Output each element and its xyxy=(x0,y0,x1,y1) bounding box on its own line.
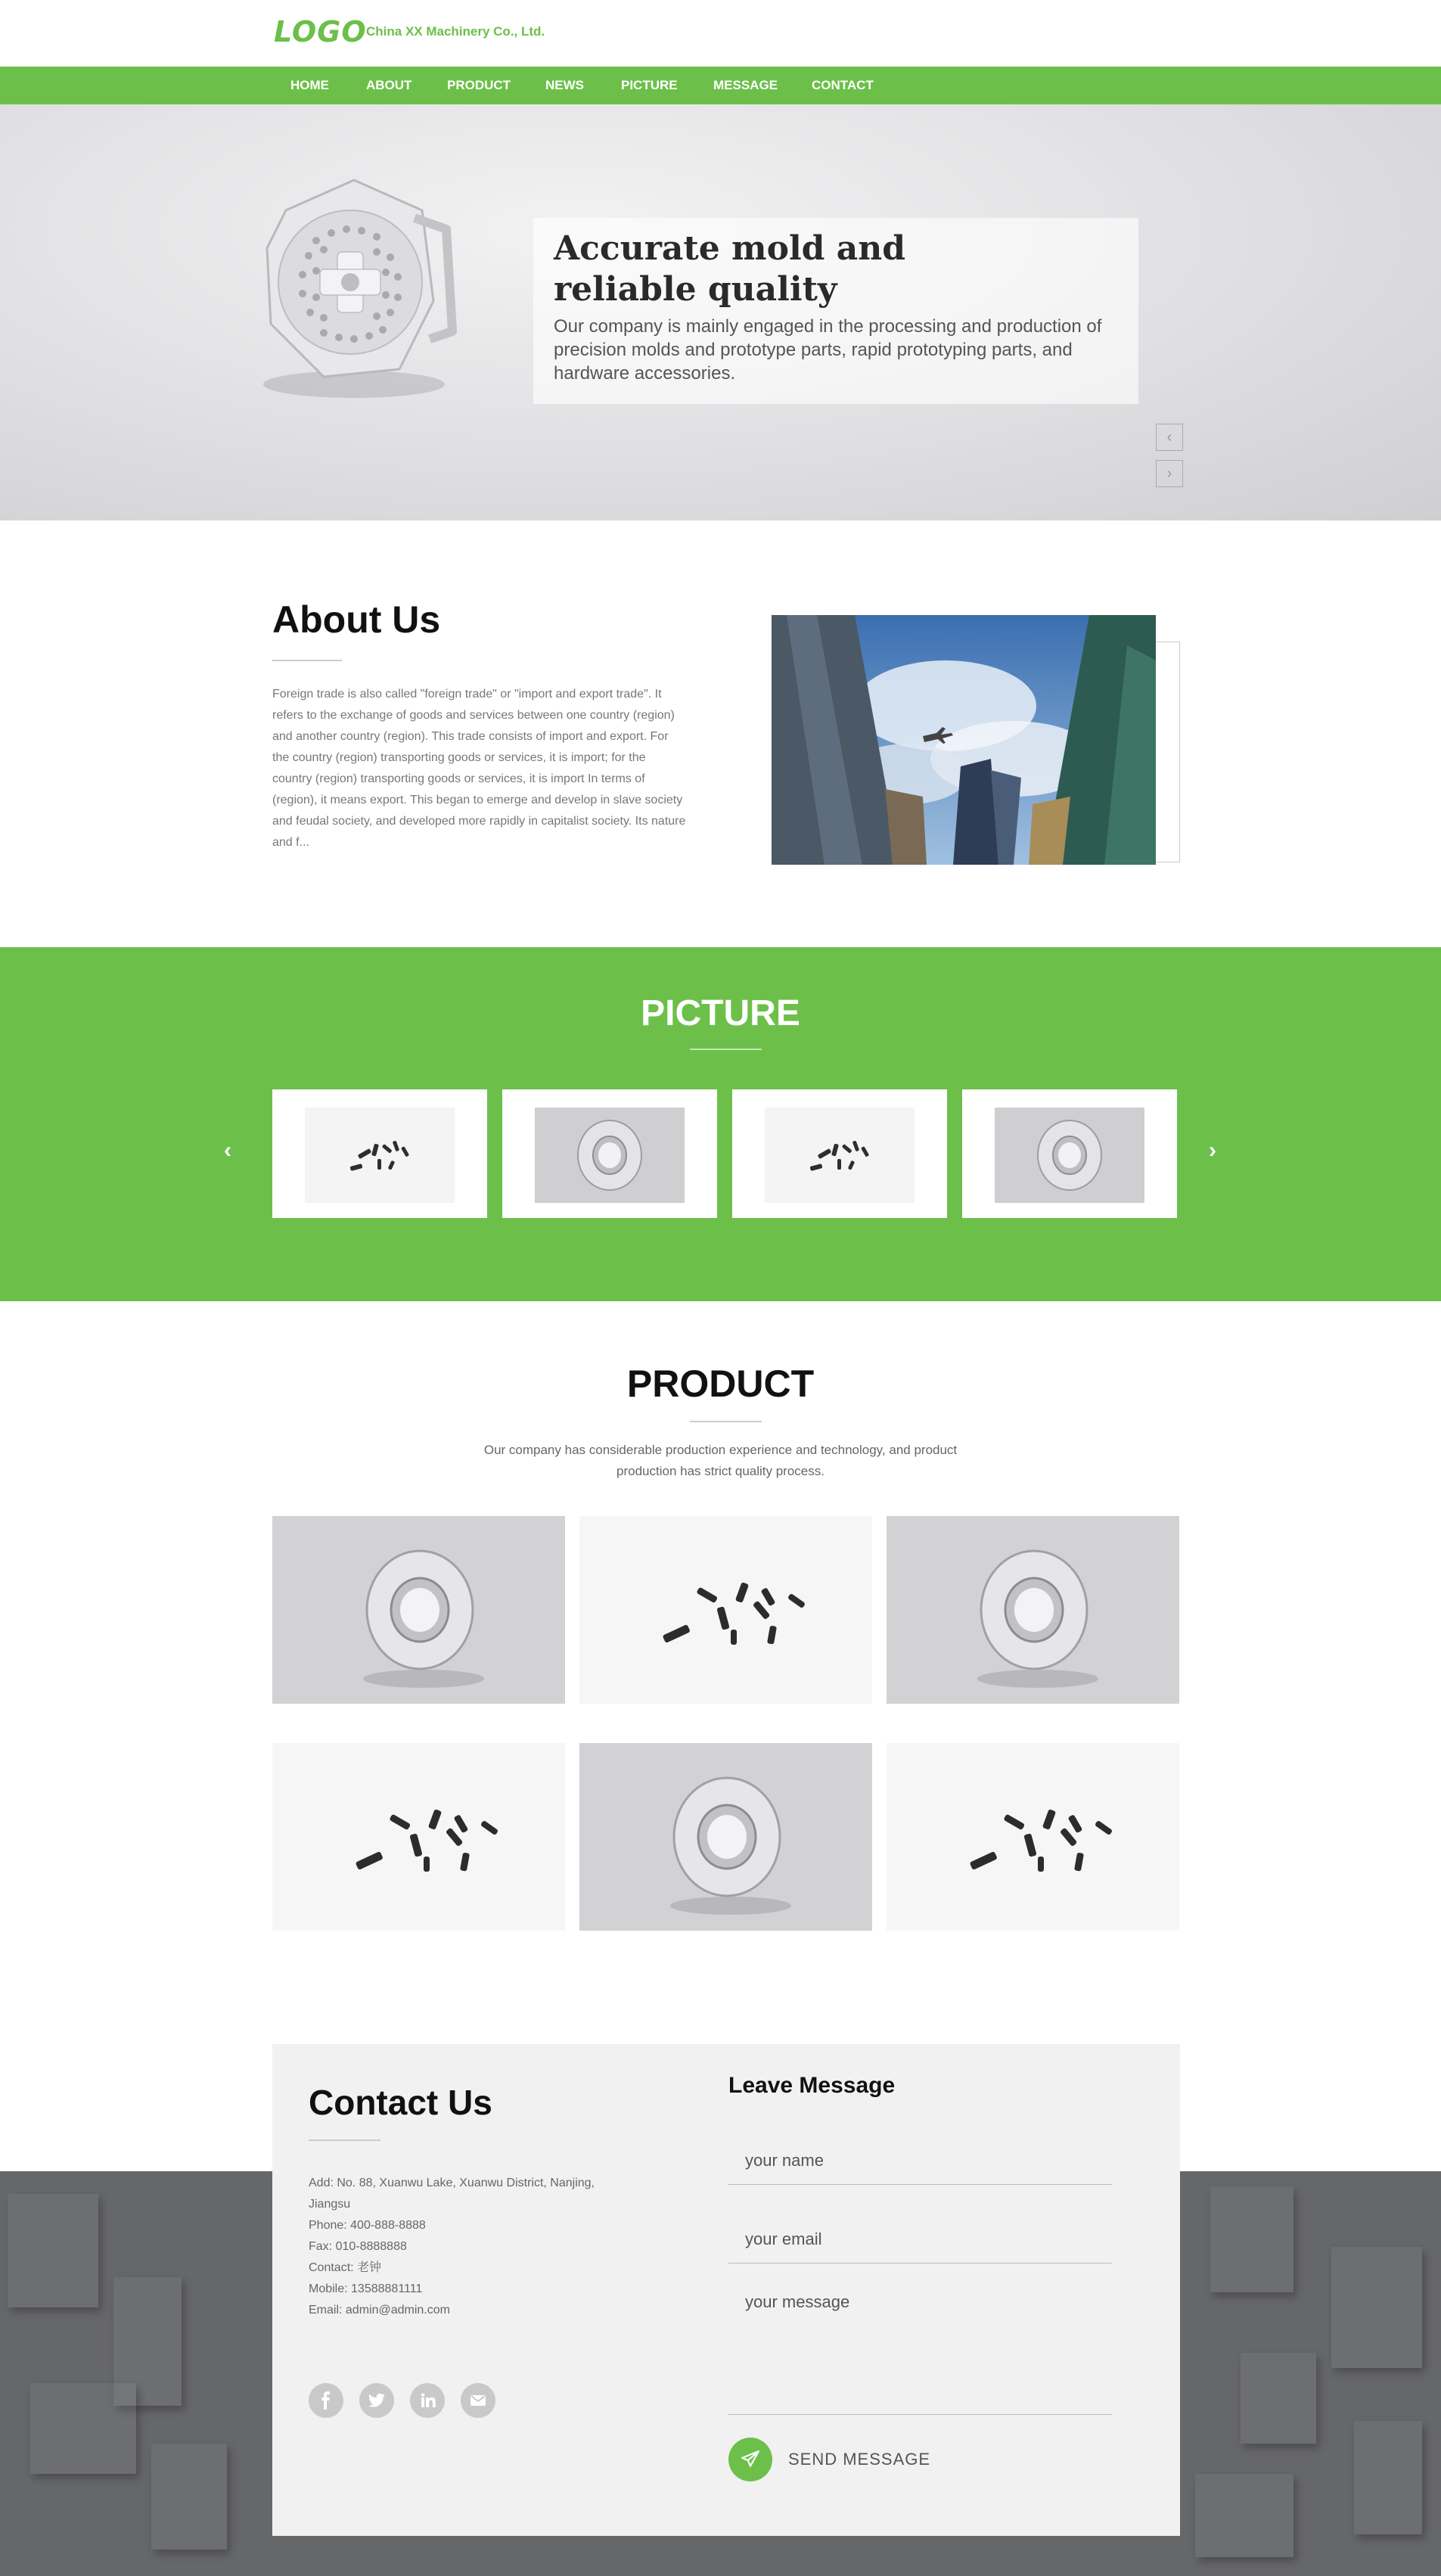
twitter-button[interactable] xyxy=(359,2383,394,2418)
send-button[interactable] xyxy=(728,2438,772,2481)
nav-item-news[interactable]: NEWS xyxy=(545,78,584,92)
contact-address: Add: No. 88, Xuanwu Lake, Xuanwu District, Nanjing, Jiangsu xyxy=(309,2177,595,2211)
contact-fax: Fax: 010-8888888 xyxy=(309,2240,407,2253)
banner-text: Our company is mainly engaged in the processing and production of precision molds and prototype parts, rapid prototyping parts, and hardware accessories. xyxy=(554,316,1102,384)
picture-next-button[interactable] xyxy=(1209,1138,1216,1164)
chevron-left-icon: ‹ xyxy=(224,1138,231,1163)
leave-message-title: Leave Message xyxy=(728,2073,896,2098)
product-screws-image[interactable] xyxy=(887,1743,1179,1931)
divider xyxy=(690,1421,762,1422)
product-screws-image[interactable] xyxy=(579,1516,872,1704)
fan-wheel-image xyxy=(535,1108,685,1203)
banner-title: Accurate mold and reliable quality xyxy=(554,229,906,309)
picture-prev-button[interactable] xyxy=(224,1138,231,1164)
fan-wheel-image xyxy=(995,1108,1144,1203)
email-input[interactable] xyxy=(728,2215,1112,2264)
contact-title: Contact Us xyxy=(309,2083,492,2122)
contact-mobile: Mobile: 13588881111 xyxy=(309,2282,423,2295)
header xyxy=(0,0,1441,67)
nav-item-home[interactable]: HOME xyxy=(290,78,329,92)
nav-item-picture[interactable]: PICTURE xyxy=(621,78,678,92)
email-button[interactable] xyxy=(461,2383,495,2418)
banner-caption xyxy=(533,218,1138,404)
picture-section xyxy=(0,947,1441,1301)
nav-item-message[interactable]: MESSAGE xyxy=(713,78,778,92)
contact-email: Email: admin@admin.com xyxy=(309,2304,450,2317)
main-nav xyxy=(0,67,1441,104)
banner-next-button[interactable] xyxy=(1156,460,1183,487)
divider xyxy=(309,2139,380,2141)
contact-info xyxy=(309,2173,596,2321)
product-screws-image[interactable] xyxy=(272,1743,565,1931)
company-name: China XX Machinery Co., Ltd. xyxy=(366,24,545,39)
divider xyxy=(690,1049,762,1050)
hero-banner xyxy=(0,104,1441,520)
banner-machined-part-image xyxy=(241,157,467,407)
logo[interactable]: LOGO xyxy=(274,15,367,48)
product-title: PRODUCT xyxy=(626,1363,815,1405)
chevron-left-icon: ‹ xyxy=(1166,429,1172,446)
contact-card xyxy=(272,2044,1180,2536)
twitter-icon xyxy=(368,2391,386,2410)
product-fan-wheel-image[interactable] xyxy=(579,1743,872,1931)
nav-item-about[interactable]: ABOUT xyxy=(366,78,412,92)
chevron-right-icon: › xyxy=(1209,1138,1216,1163)
linkedin-button[interactable] xyxy=(410,2383,445,2418)
product-description: Our company has considerable production experience and technology, and product production has strict quality process. xyxy=(483,1443,958,1478)
mail-icon xyxy=(469,2391,487,2410)
send-message-label[interactable]: SEND MESSAGE xyxy=(788,2450,931,2469)
contact-phone: Phone: 400-888-8888 xyxy=(309,2219,426,2232)
paper-plane-icon xyxy=(741,2450,760,2469)
linkedin-icon xyxy=(418,2391,436,2410)
banner-prev-button[interactable] xyxy=(1156,424,1183,451)
chevron-right-icon: › xyxy=(1166,465,1172,482)
product-fan-wheel-image[interactable] xyxy=(272,1516,565,1704)
picture-title: PICTURE xyxy=(641,993,800,1033)
picture-card[interactable] xyxy=(962,1089,1177,1218)
screws-image xyxy=(305,1108,455,1203)
divider xyxy=(272,660,342,661)
contact-person: Contact: 老钟 xyxy=(309,2261,382,2274)
message-textarea[interactable] xyxy=(728,2285,1112,2415)
product-fan-wheel-image[interactable] xyxy=(887,1516,1179,1704)
facebook-button[interactable] xyxy=(309,2383,343,2418)
nav-item-product[interactable]: PRODUCT xyxy=(447,78,511,92)
about-text: Foreign trade is also called "foreign trade" or "import and export trade". It refers to the exchange of goods and services between one country (region) and another country (region). This trade consists of import and export. For the country (region) transporting goods or services, it is import; for the country (region) transporting goods or services, it is import In terms of (region), it means export. This began to emerge and develop in slave society and feudal society, and developed more rapidly in capitalist society. Its nature and f... xyxy=(272,688,686,849)
screws-image xyxy=(765,1108,915,1203)
facebook-icon xyxy=(317,2391,335,2410)
name-input[interactable] xyxy=(728,2136,1112,2185)
picture-card[interactable] xyxy=(272,1089,487,1218)
picture-card[interactable] xyxy=(732,1089,947,1218)
nav-item-contact[interactable]: CONTACT xyxy=(812,78,874,92)
picture-card[interactable] xyxy=(502,1089,717,1218)
about-title: About Us xyxy=(272,598,441,641)
about-city-image xyxy=(772,615,1156,865)
